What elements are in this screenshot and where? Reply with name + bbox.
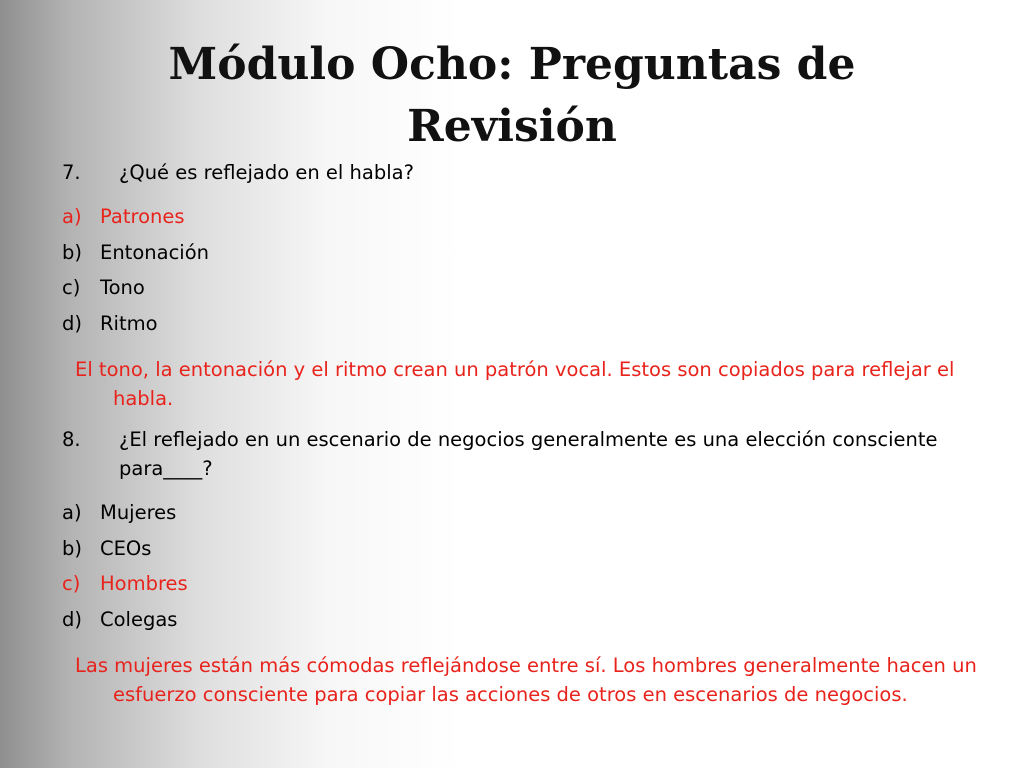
option-letter: b) bbox=[62, 536, 82, 560]
option-letter: d) bbox=[62, 311, 82, 335]
option-letter: a) bbox=[62, 205, 82, 228]
option-d bbox=[62, 602, 982, 638]
option-text: Mujeres bbox=[100, 501, 177, 524]
answer-explanation: El tono, la entonación y el ritmo crean un patrón vocal. Estos son copiados para reflejar el habla. bbox=[75, 358, 955, 410]
option-text: CEOs bbox=[100, 536, 152, 560]
slide-title: Módulo Ocho: Preguntas de Revisión bbox=[168, 39, 856, 152]
option-b bbox=[62, 531, 982, 567]
answer-explanation: Las mujeres están más cómodas reflejándose entre sí. Los hombres generalmente hacen un esfuerzo consciente para copiar las acciones de otros en escenarios de negocios. bbox=[75, 654, 977, 706]
question-number: 8. bbox=[62, 428, 81, 451]
question-text bbox=[62, 158, 982, 187]
option-d bbox=[62, 306, 982, 342]
option-letter: d) bbox=[62, 607, 82, 631]
option-a bbox=[62, 495, 982, 531]
option-c bbox=[62, 270, 982, 306]
option-letter: b) bbox=[62, 240, 82, 264]
option-letter: c) bbox=[62, 276, 81, 299]
answer-options bbox=[62, 495, 982, 637]
option-text: Colegas bbox=[100, 607, 178, 631]
option-text: Tono bbox=[100, 276, 145, 299]
slide-content bbox=[62, 158, 982, 709]
option-letter: c) bbox=[62, 572, 81, 595]
option-text: Entonación bbox=[100, 240, 209, 264]
question-number: 7. bbox=[62, 161, 81, 184]
question-prompt: ¿El reflejado en un escenario de negocios generalmente es una elección consciente para____? bbox=[119, 428, 938, 480]
option-text: Patrones bbox=[100, 205, 185, 228]
option-c bbox=[62, 566, 982, 602]
question-text bbox=[62, 425, 982, 483]
option-text: Hombres bbox=[100, 572, 188, 595]
answer-options bbox=[62, 199, 982, 341]
question-8 bbox=[62, 425, 982, 709]
option-text: Ritmo bbox=[100, 311, 158, 335]
option-letter: a) bbox=[62, 501, 82, 524]
question-7 bbox=[62, 158, 982, 413]
question-prompt: ¿Qué es reflejado en el habla? bbox=[119, 161, 414, 184]
option-b bbox=[62, 235, 982, 271]
option-a bbox=[62, 199, 982, 235]
